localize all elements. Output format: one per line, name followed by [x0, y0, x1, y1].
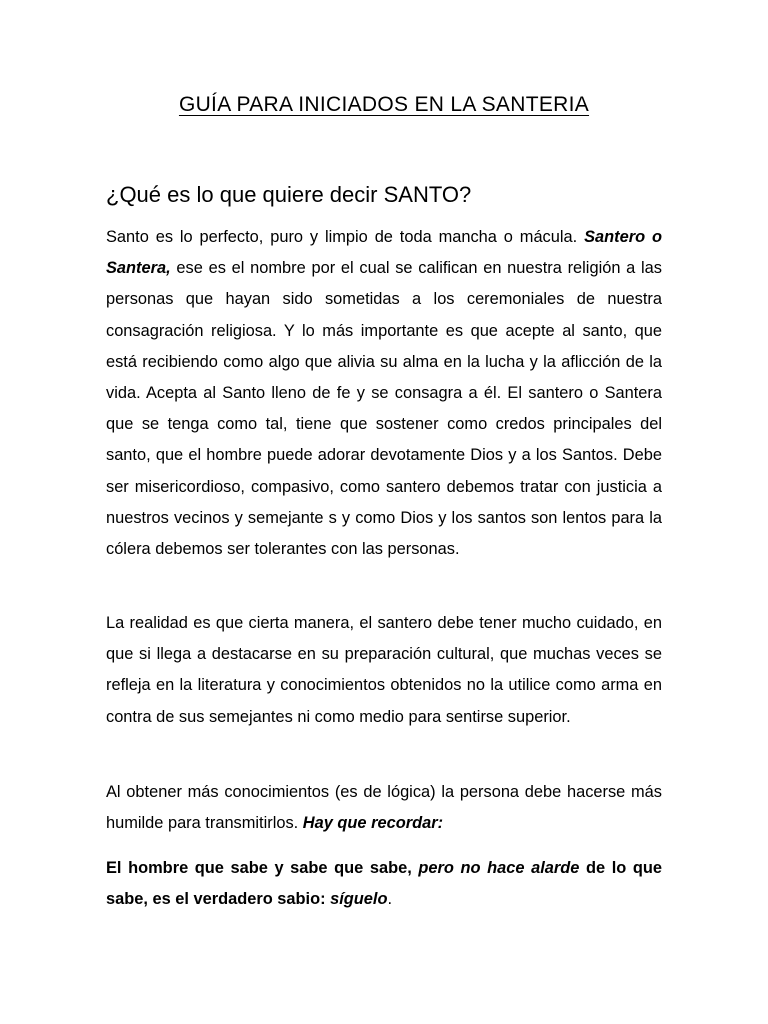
wise-man-part1: El hombre que sabe y sabe que sabe, — [106, 859, 419, 877]
paragraph-knowledge — [106, 777, 662, 839]
wise-man-end: . — [387, 890, 393, 909]
paragraph-definition-intro: Santo es lo perfecto, puro y limpio de toda mancha o mácula. — [106, 228, 585, 246]
wise-man-part3: de lo que sabe, es el verdadero sabio: — [106, 859, 662, 909]
wise-man-italic-1: pero no hace alarde — [418, 859, 580, 877]
paragraph-definition-body: ese es el nombre por el cual se califican en nuestra religión a las personas que hayan sido sometidas a los ceremoniales de nuestra consagración religiosa. Y lo más importante es que acepte al santo, que está recibiendo como algo que alivia su alma en la lucha y la aflicción de la vida. Acepta al Santo lleno de fe y se consagra a él. El santero o Santera que se tenga como tal, tiene que sostener como credos principales del santo, que el hombre puede adorar devotamente Dios y a los Santos. Debe ser misericordioso, compasivo, como santero debemos tratar con justicia a nuestros vecinos y semejante s y como Dios y los santos son lentos para la cólera debemos ser tolerantes con las personas. — [106, 259, 662, 559]
section-heading: ¿Qué es lo que quiere decir SANTO? — [106, 182, 472, 207]
santero-emphasis: Santero o Santera, — [106, 228, 663, 278]
paragraph-reality: La realidad es que cierta manera, el santero debe tener mucho cuidado, en que si llega a destacarse en su preparación cultural, que muchas veces se refleja en la literatura y conocimientos obtenidos no la utilice como arma en contra de sus semejantes ni como medio para sentirse superior. — [106, 614, 662, 726]
remember-emphasis: Hay que recordar: — [302, 814, 444, 833]
paragraph-knowledge-body: Al obtener más conocimientos (es de lógica) la persona debe hacerse más humilde para transmitirlos. — [106, 783, 662, 833]
document-title: GUÍA PARA INICIADOS EN LA SANTERIA — [178, 93, 590, 116]
paragraph-wise-man — [106, 853, 662, 915]
wise-man-italic-2: síguelo — [330, 890, 388, 909]
paragraph-definition — [106, 222, 662, 565]
